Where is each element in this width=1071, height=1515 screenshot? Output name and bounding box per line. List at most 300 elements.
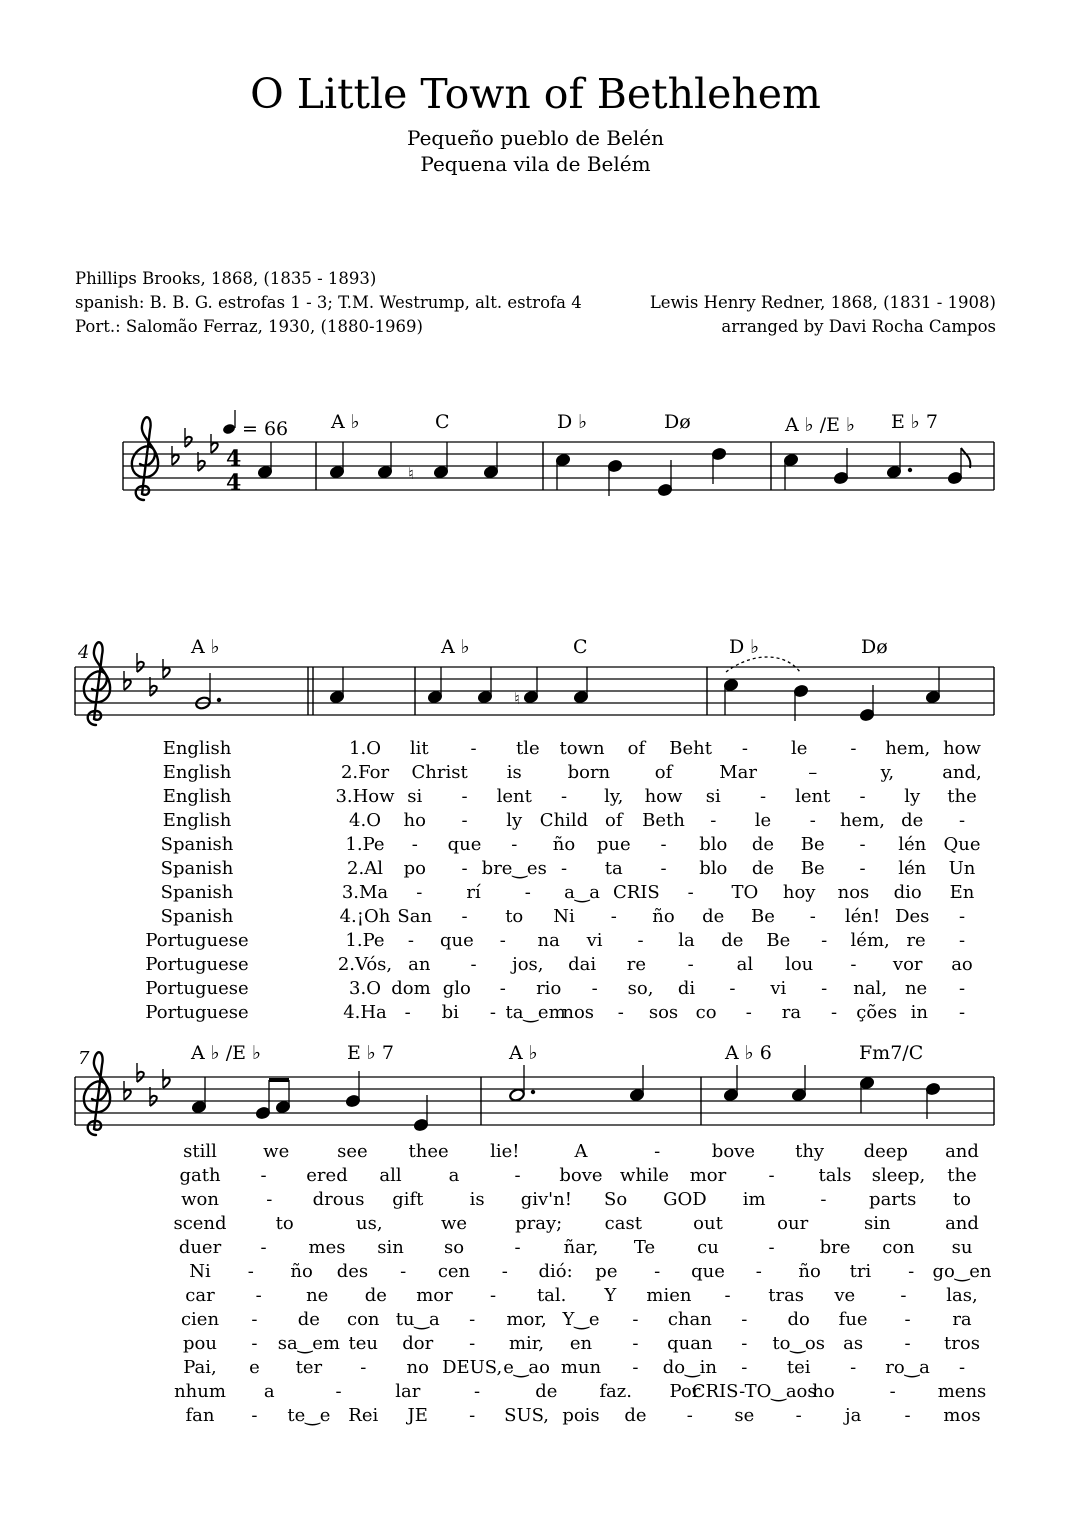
staff-lines — [123, 442, 994, 490]
lyric-syllable: cien — [180, 1309, 220, 1330]
lyric-syllable: San — [397, 906, 433, 927]
chord: A ♭ — [191, 636, 220, 658]
lyric-syllable: hem, — [839, 810, 886, 831]
chord: A ♭ /E ♭ — [785, 414, 856, 436]
lyric-hyphen: - — [958, 930, 966, 951]
lyric-syllable: hem, — [885, 738, 931, 759]
lyric-syllable: ho — [812, 1381, 835, 1402]
lyric-syllable: dio — [893, 882, 922, 903]
lyric-syllable: ja — [844, 1405, 862, 1426]
lyric-syllable: lent — [496, 786, 532, 807]
credit-spanish-translation: spanish: B. B. G. estrofas 1 - 3; T.M. Westrump, alt. estrofa 4 — [75, 293, 582, 312]
lyric-syllable: Des — [895, 906, 930, 927]
lyric-syllable: mun — [560, 1357, 602, 1378]
lyric-syllable: Beht — [669, 738, 712, 759]
lyric-syllable: tros — [944, 1333, 980, 1354]
lyric-syllable: lar — [395, 1381, 421, 1402]
key-signature-flats — [124, 1063, 170, 1106]
svg-text:♮: ♮ — [514, 689, 520, 708]
lyric-syllable: still — [183, 1141, 217, 1162]
lyric-hyphen: - — [411, 834, 418, 855]
credit-portuguese-translation: Port.: Salomão Ferraz, 1930, (1880-1969) — [75, 317, 423, 336]
lyric-syllable: tras — [768, 1285, 805, 1306]
lyric-syllable: DEUS, — [442, 1357, 503, 1378]
lyric-syllable: ra — [781, 1002, 802, 1023]
lyric-hyphen: - — [724, 1285, 731, 1306]
lyric-syllable: while — [619, 1165, 670, 1186]
lyric-syllable: all — [379, 1165, 402, 1186]
lyric-hyphen: - — [461, 810, 468, 831]
lyric-syllable: SUS, — [504, 1405, 550, 1426]
lyric-hyphen: - — [904, 1309, 911, 1330]
svg-text:♮: ♮ — [408, 464, 414, 483]
lyric-syllable: duer — [178, 1237, 222, 1258]
lyric-hyphen: - — [524, 882, 531, 903]
lyric-syllable: Mar — [719, 762, 758, 783]
lyric-syllable: the — [947, 1165, 977, 1186]
chord: Dø — [664, 411, 691, 433]
lyric-syllable: nhum — [174, 1381, 226, 1402]
lyric-hyphen: - — [687, 882, 694, 903]
lyric-syllable: so, — [627, 978, 654, 999]
lyric-hyphen: - — [251, 1333, 258, 1354]
lyric-syllable: giv'n! — [520, 1189, 572, 1210]
lyric-syllable: hoy — [782, 882, 816, 903]
lyric-syllable: pray; — [515, 1213, 563, 1234]
lyric-syllable: ao — [951, 954, 973, 975]
chord: A ♭ — [441, 636, 470, 658]
lyric-syllable: de — [751, 858, 775, 879]
lyric-hyphen: - — [687, 954, 694, 975]
language-label: Portuguese — [145, 954, 249, 975]
lyric-syllable: to — [505, 906, 524, 927]
lyric-syllable: gift — [392, 1189, 424, 1210]
lyric-hyphen: - — [469, 1309, 476, 1330]
chord: C — [435, 411, 450, 433]
lyric-syllable: we — [440, 1213, 468, 1234]
lyric-syllable: mens — [937, 1381, 987, 1402]
time-sig-top: 4 — [226, 446, 242, 472]
lyric-syllable: pue — [596, 834, 631, 855]
lyric-syllable: ve — [834, 1285, 856, 1306]
lyric-syllable: dió: — [538, 1261, 573, 1282]
lyric-syllable: 4.Ha — [343, 1002, 387, 1023]
lyric-syllable: mor, — [506, 1309, 547, 1330]
lyric-syllable: sin — [377, 1237, 404, 1258]
lyric-hyphen: - — [795, 1405, 802, 1426]
lyric-syllable: ño — [290, 1261, 313, 1282]
lyric-hyphen: - — [958, 1002, 966, 1023]
lyric-syllable: teu — [348, 1333, 379, 1354]
lyric-syllable: rio — [536, 978, 562, 999]
lyric-hyphen: - — [514, 1165, 521, 1186]
lyric-syllable: So — [604, 1189, 628, 1210]
lyric-hyphen: - — [755, 1261, 762, 1282]
lyric-hyphen: - — [470, 738, 477, 759]
lyric-syllable: TO — [731, 882, 759, 903]
chord: A ♭ — [331, 411, 360, 433]
chord: A ♭ 6 — [725, 1042, 772, 1064]
lyric-syllable: how — [943, 738, 981, 759]
lyric-syllable: si — [705, 786, 721, 807]
lyric-hyphen: - — [908, 1261, 915, 1282]
lyric-hyphen: - — [560, 786, 568, 807]
lyric-syllable: quan — [667, 1333, 713, 1354]
lyric-syllable: an — [408, 954, 431, 975]
lyric-hyphen: - — [255, 1285, 262, 1306]
lyric-hyphen: - — [514, 1237, 521, 1258]
lyric-syllable: parts — [869, 1189, 917, 1210]
lyric-syllable: as — [843, 1333, 864, 1354]
lyric-syllable: gath — [179, 1165, 221, 1186]
lyric-syllable: born — [567, 762, 611, 783]
lyric-syllable: que — [439, 930, 474, 951]
lyric-hyphen: - — [859, 786, 866, 807]
key-signature-flats — [124, 653, 170, 696]
lyric-syllable: 1.Pe — [345, 930, 385, 951]
lyric-syllable: de — [297, 1309, 320, 1330]
lyric-syllable: mor — [689, 1165, 727, 1186]
lyric-syllable: 2.For — [340, 762, 390, 783]
lyric-hyphen: - — [407, 930, 414, 951]
lyric-syllable: de — [364, 1285, 387, 1306]
lyric-hyphen: - — [251, 1405, 258, 1426]
lyric-syllable: Rei — [348, 1405, 379, 1426]
lyric-syllable: mir, — [508, 1333, 545, 1354]
lyric-syllable: Ni — [189, 1261, 211, 1282]
lyric-hyphen: - — [469, 1405, 476, 1426]
lyric-syllable: glo — [442, 978, 471, 999]
lyric-syllable: bre — [819, 1237, 851, 1258]
lyric-syllable: le — [790, 738, 808, 759]
language-label: Spanish — [160, 882, 234, 903]
lyric-syllable: car — [185, 1285, 215, 1306]
lyric-syllable: sin — [864, 1213, 891, 1234]
lyric-syllable: ño — [552, 834, 576, 855]
lyric-hyphen: - — [632, 1309, 639, 1330]
subtitle-spanish: Pequeño pueblo de Belén — [407, 126, 664, 150]
lyric-syllable: Y‿e — [562, 1309, 600, 1330]
lyric-syllable: sos — [648, 1002, 679, 1023]
credit-lyricist: Phillips Brooks, 1868, (1835 - 1893) — [75, 269, 377, 288]
lyric-syllable: e‿ao — [503, 1357, 550, 1378]
lyric-syllable: do‿in — [662, 1357, 717, 1378]
lyric-syllable: En — [949, 882, 975, 903]
lyric-hyphen: - — [958, 906, 966, 927]
lyric-hyphen: - — [632, 1357, 639, 1378]
lyric-hyphen: - — [560, 858, 568, 879]
lyric-syllable: su — [951, 1237, 973, 1258]
lyric-hyphen: - — [416, 882, 423, 903]
notes — [257, 442, 994, 497]
lyric-syllable: na — [537, 930, 560, 951]
lyric-syllable: 3.How — [335, 786, 395, 807]
lyric-syllable: how — [644, 786, 683, 807]
language-label: Portuguese — [145, 930, 249, 951]
lyric-syllable: and — [945, 1213, 979, 1234]
lyric-hyphen: - — [660, 858, 667, 879]
lyric-hyphen: - — [461, 858, 468, 879]
lyric-syllable: Por — [669, 1381, 701, 1402]
lyric-syllable: dor — [402, 1333, 434, 1354]
lyric-syllable: 2.Al — [347, 858, 383, 879]
lyric-syllable: Christ — [411, 762, 468, 783]
lyric-hyphen: - — [904, 1405, 911, 1426]
lyric-hyphen: - — [686, 1405, 693, 1426]
lyric-hyphen: - — [469, 1333, 476, 1354]
language-label: English — [162, 762, 232, 783]
lyric-syllable: ly — [904, 786, 921, 807]
lyric-hyphen: - — [260, 1237, 267, 1258]
lyric-syllable: do — [787, 1309, 810, 1330]
lyric-syllable: ções — [856, 1002, 898, 1023]
lyric-syllable: see — [337, 1141, 368, 1162]
lyric-hyphen: - — [499, 978, 506, 999]
lyric-hyphen: - — [632, 1333, 639, 1354]
lyric-syllable: Ni — [553, 906, 575, 927]
lyric-syllable: Beth — [642, 810, 685, 831]
lyric-syllable: nos — [562, 1002, 595, 1023]
lyric-syllable: lie! — [490, 1141, 520, 1162]
lyric-syllable: le — [754, 810, 772, 831]
lyric-syllable: so — [443, 1237, 465, 1258]
measure-number: 4 — [78, 642, 90, 663]
lyrics-block-system-2 — [335, 738, 981, 1023]
lyric-syllable: al — [736, 954, 754, 975]
lyric-hyphen: - — [741, 1309, 748, 1330]
lyric-syllable: no — [406, 1357, 429, 1378]
lyric-syllable: tri — [849, 1261, 872, 1282]
lyric-hyphen: - — [474, 1381, 481, 1402]
lyric-hyphen: - — [958, 978, 966, 999]
lyric-syllable: si — [407, 786, 423, 807]
lyric-syllable: vi — [586, 930, 603, 951]
time-sig-bottom: 4 — [226, 470, 242, 496]
tempo-marking — [222, 410, 288, 440]
lyric-syllable: ho — [403, 810, 426, 831]
language-label: Spanish — [160, 906, 234, 927]
lyric-syllable: de — [751, 834, 775, 855]
lyric-syllable: pe — [595, 1261, 618, 1282]
lyric-syllable: CRIS — [612, 882, 660, 903]
lyric-syllable: and — [945, 1141, 979, 1162]
lyric-hyphen: - — [266, 1189, 273, 1210]
tempo-value: = 66 — [242, 418, 289, 440]
lyric-hyphen: - — [610, 906, 617, 927]
chord: D ♭ — [729, 636, 760, 658]
lyric-syllable: bre‿es — [481, 858, 547, 879]
lyric-syllable: de — [624, 1405, 647, 1426]
lyric-syllable: of — [654, 762, 673, 783]
lyric-syllable: la — [678, 930, 695, 951]
lyric-syllable: a — [448, 1165, 460, 1186]
lyric-syllable: y, — [880, 762, 895, 783]
lyric-syllable: GOD — [663, 1189, 707, 1210]
language-label: Spanish — [160, 858, 234, 879]
chord: E ♭ 7 — [347, 1042, 394, 1064]
lyric-syllable: bove — [711, 1141, 755, 1162]
language-label: Portuguese — [145, 1002, 249, 1023]
lyric-hyphen: - — [461, 906, 468, 927]
lyric-hyphen: - — [501, 1261, 508, 1282]
lyric-syllable: thy — [795, 1141, 825, 1162]
lyric-syllable: tal. — [536, 1285, 567, 1306]
lyric-syllable: tei — [786, 1357, 811, 1378]
lyric-syllable: lou — [785, 954, 814, 975]
lyric-hyphen: - — [654, 1141, 661, 1162]
lyric-hyphen: - — [499, 930, 506, 951]
lyric-syllable: tle — [515, 738, 540, 759]
lyric-hyphen: - — [511, 834, 518, 855]
lyric-syllable: cen — [437, 1261, 471, 1282]
lyric-syllable: of — [605, 810, 623, 831]
lyric-hyphen: - — [859, 834, 866, 855]
lyric-syllable: nos — [837, 882, 870, 903]
lyric-syllable: mien — [646, 1285, 692, 1306]
lyric-hyphen: - — [637, 930, 644, 951]
lyric-syllable: thee — [408, 1141, 449, 1162]
lyric-hyphen: - — [850, 738, 857, 759]
lyric-syllable: ter — [295, 1357, 323, 1378]
lyric-syllable: Pai, — [183, 1357, 217, 1378]
lyric-syllable: Be — [766, 930, 791, 951]
lyric-syllable: is — [506, 762, 522, 783]
chord: D ♭ — [557, 411, 588, 433]
lyric-syllable: fue — [838, 1309, 868, 1330]
lyric-syllable: 1.Pe — [345, 834, 385, 855]
lyric-hyphen: - — [404, 1002, 411, 1023]
lyric-syllable: the — [947, 786, 977, 807]
lyric-syllable: is — [469, 1189, 485, 1210]
lyric-hyphen: - — [490, 1285, 497, 1306]
lyric-hyphen: - — [654, 1261, 661, 1282]
lyric-syllable: ne — [904, 978, 928, 999]
lyric-hyphen: - — [768, 1237, 775, 1258]
lyric-syllable: Un — [948, 858, 976, 879]
lyric-syllable: re — [626, 954, 646, 975]
chord: C — [573, 636, 588, 658]
lyric-syllable: de — [721, 930, 744, 951]
lyric-hyphen: - — [741, 738, 748, 759]
lyric-syllable: 1.O — [349, 738, 381, 759]
lyric-syllable: we — [263, 1141, 290, 1162]
lyric-syllable: rí — [466, 882, 481, 903]
lyric-syllable: mes — [308, 1237, 346, 1258]
lyric-syllable: CRIS-TO‿aos — [691, 1381, 817, 1402]
lyric-syllable: chan — [667, 1309, 712, 1330]
lyric-syllable: ne — [306, 1285, 329, 1306]
chord: A ♭ — [509, 1042, 538, 1064]
chord: E ♭ 7 — [891, 411, 938, 433]
lyric-hyphen: - — [859, 858, 866, 879]
lyric-syllable: ro‿a — [885, 1357, 930, 1378]
lyric-syllable: blo — [699, 858, 728, 879]
lyric-syllable: nal, — [853, 978, 888, 999]
lyric-syllable: im — [742, 1189, 766, 1210]
lyric-syllable: Que — [943, 834, 981, 855]
lyric-syllable: te‿e — [287, 1405, 331, 1426]
lyric-syllable: a‿a — [564, 882, 601, 903]
lyric-syllable: cu — [697, 1237, 719, 1258]
lyric-syllable: con — [347, 1309, 380, 1330]
lyric-hyphen: - — [820, 1189, 827, 1210]
lyric-syllable: ta‿em — [505, 1002, 566, 1023]
lyric-syllable: pou — [183, 1333, 217, 1354]
lyric-hyphen: - — [831, 1002, 838, 1023]
lyric-hyphen: - — [809, 810, 816, 831]
lyric-syllable: out — [693, 1213, 723, 1234]
lyric-syllable: of — [627, 738, 646, 759]
lyric-hyphen: - — [470, 954, 477, 975]
lyric-syllable: vor — [892, 954, 923, 975]
lyric-syllable: lém, — [850, 930, 890, 951]
lyric-syllable: se — [734, 1405, 755, 1426]
lyric-syllable: lit — [409, 738, 429, 759]
lyric-syllable: ño — [798, 1261, 821, 1282]
lyric-syllable: Child — [539, 810, 589, 831]
chord: A ♭ /E ♭ — [191, 1042, 262, 1064]
lyric-syllable: las, — [946, 1285, 978, 1306]
language-label: Portuguese — [145, 978, 249, 999]
lyric-syllable: Be — [751, 906, 775, 927]
lyric-syllable: blo — [699, 834, 728, 855]
lyric-syllable: a — [263, 1381, 275, 1402]
lyric-syllable: ñar, — [563, 1237, 599, 1258]
lyric-syllable: to‿os — [772, 1333, 826, 1354]
lyric-hyphen: - — [489, 1002, 496, 1023]
lyric-syllable: con — [882, 1237, 915, 1258]
system-3 — [75, 1042, 994, 1426]
lyric-hyphen: - — [850, 1357, 857, 1378]
lyric-hyphen: - — [958, 1357, 966, 1378]
measure-number: 7 — [78, 1048, 90, 1069]
lyric-syllable: our — [777, 1213, 809, 1234]
lyric-syllable: faz. — [599, 1381, 632, 1402]
lyric-syllable: and, — [942, 762, 982, 783]
lyrics-block-system-3 — [173, 1141, 991, 1426]
lyric-syllable: ño — [652, 906, 675, 927]
lyric-hyphen: - — [809, 906, 816, 927]
lyric-hyphen: - — [889, 1381, 896, 1402]
lyric-syllable: us, — [356, 1213, 383, 1234]
lyric-hyphen: - — [850, 954, 857, 975]
lyric-syllable: re — [906, 930, 926, 951]
lyric-syllable: town — [559, 738, 605, 759]
lyric-syllable: Te — [633, 1237, 656, 1258]
lyric-hyphen: - — [260, 1165, 267, 1186]
lyric-hyphen: - — [591, 978, 598, 999]
lyric-syllable: tals — [818, 1165, 852, 1186]
lyric-syllable: 3.O — [349, 978, 381, 999]
lyric-syllable: ta — [604, 858, 623, 879]
lyric-syllable: di — [677, 978, 696, 999]
subtitle-portuguese: Pequena vila de Belém — [420, 152, 651, 176]
lyric-syllable: A — [574, 1141, 588, 1162]
lyric-syllable: e — [249, 1357, 260, 1378]
lyric-syllable: 3.Ma — [341, 882, 389, 903]
lyric-syllable: bove — [559, 1165, 603, 1186]
lyric-syllable: lén! — [844, 906, 881, 927]
credit-arranger: arranged by Davi Rocha Campos — [721, 317, 996, 336]
lyric-syllable: lén — [898, 858, 927, 879]
lyric-hyphen: - — [251, 1309, 258, 1330]
key-signature-flats — [172, 428, 218, 471]
lyric-syllable: lén — [898, 834, 927, 855]
lyric-syllable: ly, — [604, 786, 624, 807]
lyric-hyphen: - — [745, 1002, 752, 1023]
language-labels — [145, 738, 248, 1023]
lyric-hyphen: - — [360, 1357, 367, 1378]
